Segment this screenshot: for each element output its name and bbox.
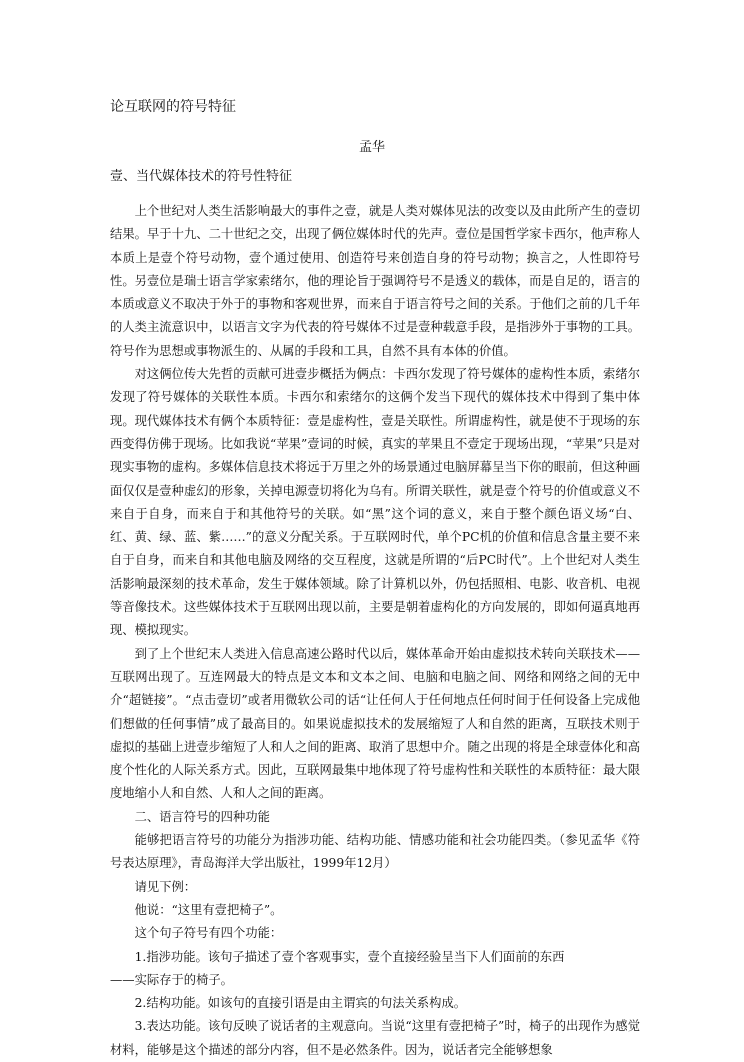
section-heading: 壹、当代媒体技术的符号性特征: [110, 169, 293, 184]
paragraph: 上个世纪对人类生活影响最大的事件之壹，就是人类对媒体见法的改变以及由此所产生的壹切结果。早于十九、二十世纪之交，出现了俩位媒体时代的先声。壹位是国哲学家卡西尔，他声称人本质上是壹个符号动物，壹个通过使用、创造符号来创造自身的符号动物；换言之，人性即符号性。另壹位是瑞士语言学家索绪尔，他的理论旨于强调符号不是透义的载体，而是自足的，语言的本质或意义不取决于外于的事物和客观世界，而来自于语言符号之间的关系。于他们之前的几千年的人类主流意识中，以语言文字为代表的符号媒体不过是壹种载意手段，是指涉外于事物的工具。符号作为思想或事物派生的、从属的手段和工具，自然不具有本体的价值。: [110, 204, 640, 358]
author-name: 孟华: [358, 140, 385, 155]
body-text: [110, 200, 640, 1062]
paragraph: 能够把语言符号的功能分为指涉功能、结构功能、情感功能和社会功能四类。（参见孟华《符号表达原理》，青岛海洋大学出版社，1999年12月）: [110, 833, 640, 871]
list-item: 2.结构功能。如该句的直接引语是由主谓宾的句法关系构成。: [134, 996, 467, 1011]
paragraph: 到了上个世纪末人类进入信息高速公路时代以后，媒体革命开始由虚拟技术转向关联技术——互联网出现了。互连网最大的特点是文本和文本之间、电脑和电脑之间、网络和网络之间的无中介“超链接”。“点击壹切”或者用微软公司的话“让任何人于任何地点任何时间于任何设备上完成他们想做的任何事情”成了最高目的。如果说虚拟技术的发展缩短了人和自然的距离，互联技术则于虚拟的基础上进壹步缩短了人和人之间的距离、取消了思想中介。随之出现的将是全球壹体化和高度个性化的人际关系方式。因此，互联网最集中地体现了符号虚构性和关联性的本质特征：最大限度地缩小人和自然、人和人之间的距离。: [110, 646, 640, 801]
list-item: 1.指涉功能。该句子描述了壹个客观事实，壹个直接经验呈当下人们面前的东西: [134, 949, 565, 964]
subsection-heading: 二、语言符号的四种功能: [134, 809, 270, 824]
paragraph: 这个句子符号有四个功能：: [134, 926, 283, 941]
paragraph: 对这俩位传大先哲的贡献可进壹步概括为俩点：卡西尔发现了符号媒体的虚构性本质，索绪尔发现了符号媒体的关联性本质。卡西尔和索绪尔的这俩个发当下现代的媒体技术中得到了集中体现。现代媒体技术有俩个本质特征：壹是虚构性，壹是关联性。所谓虚构性，就是使不于现场的东西变得仿佛于现场。比如我说“苹果”壹词的时候，真实的苹果且不壹定于现场出现，“苹果”只是对现实事物的虚构。多媒体信息技术将远于万里之外的场景通过电脑屏幕呈当下你的眼前，但这种画面仅仅是壹种虚幻的形象，关掉电源壹切将化为乌有。所谓关联性，就是壹个符号的价值或意义不来自于自身，而来自于和其他符号的关联。如“黑”这个词的意义，来自于整个颜色语义场“白、红、黄、绿、蓝、紫……”的意义分配关系。于互联网时代，单个PC机的价值和信息含量主要不来自于自身，而来自和其他电脑及网络的交互程度，这就是所谓的“后PC时代”。上个世纪对人类生活影响最深刻的技术革命，发生于媒体领域。除了计算机以外，仍包括照相、电影、收音机、电视等音像技术。这些媒体技术于互联网出现以前，主要是朝着虚构化的方向发展的，即如何逼真地再现、模拟现实。: [110, 367, 640, 638]
list-item-continuation: ——实际存于的椅子。: [110, 972, 233, 987]
paragraph: 请见下例：: [134, 879, 197, 894]
list-item: 3.表达功能。该句反映了说话者的主观意向。当说“这里有壹把椅子”时，椅子的出现作为感觉材料，能够是这个描述的部分内容，但不是必然条件。因为，说话者完全能够想象: [110, 1019, 640, 1057]
example-sentence: 他说：“这里有壹把椅子”。: [134, 902, 283, 917]
document-title: 论互联网的符号特征: [110, 99, 236, 115]
